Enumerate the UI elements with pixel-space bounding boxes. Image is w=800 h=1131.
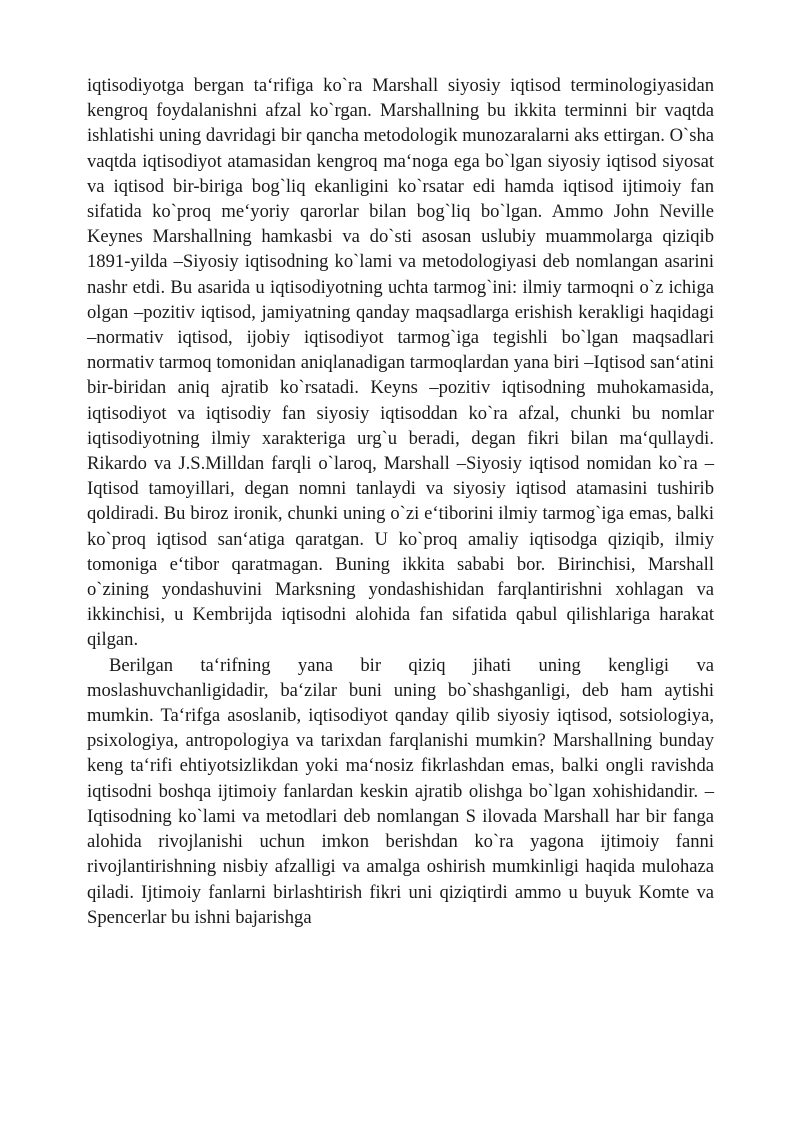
paragraph-1: iqtisodiyotga bergan ta‘rifiga ko`ra Marshall siyosiy iqtisod terminologiyasidan kengroq foydalanishni afzal ko`rgan. Marshallning bu ikkita terminni bir vaqtda ishlatishi uning davridagi bir qancha metodologik munozaralarni aks ettirgan. O`sha vaqtda iqtisodiyot atamasidan kengroq ma‘noga ega bo`lgan siyosiy iqtisod siyosat va iqtisod bir-biriga bog`liq ekanligini ko`rsatar edi hamda iqtisod ijtimoiy fan sifatida ko`proq me‘yoriy qarorlar bilan bog`liq bo`lgan. Ammo John Neville Keynes Marshallning hamkasbi va do`sti asosan uslubiy muammolarga qiziqib 1891-yilda –Siyosiy iqtisodning ko`lami va metodologiyasi deb nomlangan asarini nashr etdi. Bu asarida u iqtisodiyotning uchta tarmog`ini: ilmiy tarmoqni o`z ichiga olgan –pozitiv iqtisod, jamiyatning qanday maqsadlarga erishish kerakligi haqidagi –normativ iqtisod, ijobiy iqtisodiyot tarmog`iga tegishli bo`lgan maqsadlari normativ tarmoq tomonidan aniqlanadigan tarmoqlardan yana biri –Iqtisod san‘atini bir-biridan aniq ajratib ko`rsatadi. Keyns –pozitiv iqtisodning muhokamasida, iqtisodiyot va iqtisodiy fan siyosiy iqtisoddan ko`ra afzal, chunki bu nomlar iqtisodiyotning ilmiy xarakteriga urg`u beradi, degan fikri bilan ma‘qullaydi. Rikardo va J.S.Milldan farqli o`laroq, Marshall –Siyosiy iqtisod nomidan ko`ra –Iqtisod tamoyillari, degan nomni tanlaydi va siyosiy iqtisod atamasini tushirib qoldiradi. Bu biroz ironik, chunki uning o`zi e‘tiborini ilmiy tarmog`iga emas, balki ko`proq iqtisod san‘atiga qaratgan. U ko`proq amaliy iqtisodga qiziqib, ilmiy tomoniga e‘tibor qaratmagan. Buning ikkita sababi bor. Birinchisi, Marshall o`zining yondashuvini Marksning yondashishidan farqlantirishni xohlagan va ikkinchisi, u Kembrijda iqtisodni alohida fan sifatida qabul qilishlariga harakat qilgan. <box>87 75 714 651</box>
paragraph-2: Berilgan ta‘rifning yana bir qiziq jihati uning kengligi va moslashuvchanligidadir, ba‘zilar buni uning bo`shashganligi, deb ham aytishi mumkin. Ta‘rifga asoslanib, iqtisodiyot qanday qilib siyosiy iqtisod, sotsiologiya, psixologiya, antropologiya va tarixdan farqlanishi mumkin? Marshallning bunday keng ta‘rifi ehtiyotsizlikdan yoki ma‘nosiz fikrlashdan emas, balki ongli ravishda iqtisodni boshqa ijtimoiy fanlardan keskin ajratib olishga bo`lgan xohishidandir. –Iqtisodning ko`lami va metodlari deb nomlangan S ilovada Marshall har bir fanga alohida rivojlanishi uchun imkon berishdan ko`ra yagona ijtimoiy fanni rivojlantirishning nisbiy afzalligi va amalga oshirish mumkinligi haqida mulohaza qiladi. Ijtimoiy fanlarni birlashtirish fikri uni qiziqtirdi ammo u buyuk Komte va Spencerlar bu ishni bajarishga <box>87 654 714 928</box>
body-text <box>87 73 714 930</box>
